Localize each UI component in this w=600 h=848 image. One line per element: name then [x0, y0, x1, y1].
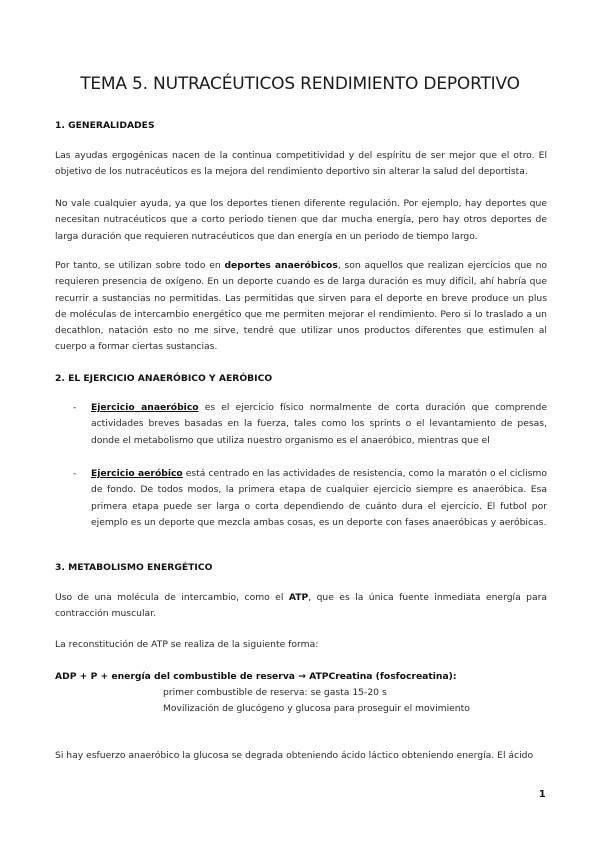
bold-term: ATP [288, 592, 309, 603]
formula: ADP + P + energía del combustible de reserva → ATPCreatina (fosfocreatina): [55, 671, 457, 682]
formula-detail: primer combustible de reserva: se gasta 15-20 s [163, 687, 387, 698]
section-heading-metabolismo: 3. METABOLISMO ENERGÉTICO [55, 562, 213, 573]
section-heading-ejercicio: 2. EL EJERCICIO ANAERÓBICO Y AERÓBICO [55, 373, 273, 384]
formula-detail: Movilización de glucógeno y glucosa para proseguir el movimiento [163, 703, 470, 714]
paragraph [55, 590, 547, 623]
bold-term: deportes anaeróbicos [224, 260, 338, 271]
section-heading-generalidades: 1. GENERALIDADES [55, 120, 155, 131]
text-run: está centrado en las actividades de resistencia, como la maratón o el ciclismo de fondo. De todos modos, la primera etapa de cualquier ejercicio siempre es anaeróbica. Esa primera etapa puede ser larga o corta dependiendo de cuánto dura el ejercicio. El futbol por ejemplo es un deporte que mezcla ambas cosas, es un deporte con fases anaeróbicas y aeróbicas. [91, 468, 547, 528]
text-run: , son aquellos que realizan ejercicios que no requieren presencia de oxígeno. En un deporte cuando es de larga duración es muy difícil, ahí habría que recurrir a sustancias no permitidas. Las permitidas que sirven para el deporte en breve produce un plus de moléculas de intercambio energético que me permiten mejorar el rendimiento. Pero si lo traslado a un decathlon, natación esto no me sirve, tendré que utilizar unos productos diferentes que estimulen al cuerpo a formar ciertas sustancias. [55, 260, 548, 353]
text-run: es el ejercicio físico normalmente de corta duración que comprende actividades breves basadas en la fuerza, tales como los sprints o el levantamiento de pesas, donde el metabolismo que utiliza nuestro organismo es el anaeróbico, mientras que el [91, 402, 547, 446]
page-number: 1 [539, 789, 546, 800]
list-item [91, 400, 547, 449]
paragraph [55, 258, 547, 356]
paragraph: Las ayudas ergogénicas nacen de la continua competitividad y del espíritu de ser mejor que el otro. El objetivo de los nutracéuticos es la mejora del rendimiento deportivo sin alterar la salud del deportista. [55, 150, 547, 178]
text-run: Por tanto, se utilizan sobre todo en [55, 260, 225, 271]
underlined-term: Ejercicio anaeróbico [91, 402, 199, 413]
page-title: TEMA 5. NUTRACÉUTICOS RENDIMIENTO DEPORTIVO [80, 74, 520, 94]
paragraph: Si hay esfuerzo anaeróbico la glucosa se degrada obteniendo ácido láctico obteniendo energía. El ácido [55, 750, 534, 761]
paragraph: La reconstitución de ATP se realiza de la siguiente forma: [55, 639, 319, 650]
list-bullet: - [73, 468, 77, 479]
underlined-term: Ejercicio aeróbico [91, 468, 183, 479]
text-run: Uso de una molécula de intercambio, como el [55, 592, 289, 603]
list-item [91, 466, 547, 531]
list-bullet: - [73, 402, 77, 413]
paragraph: No vale cualquier ayuda, ya que los deportes tienen diferente regulación. Por ejemplo, hay deportes que necesitan nutracéuticos que a corto periodo tienen que dar mucha energía, pero hay otros deportes de larga duración que requieren nutracéuticos que dan energía en un periodo de tiempo largo. [55, 198, 547, 242]
text-run: , que es la única fuente inmediata energía para contracción muscular. [55, 592, 547, 620]
